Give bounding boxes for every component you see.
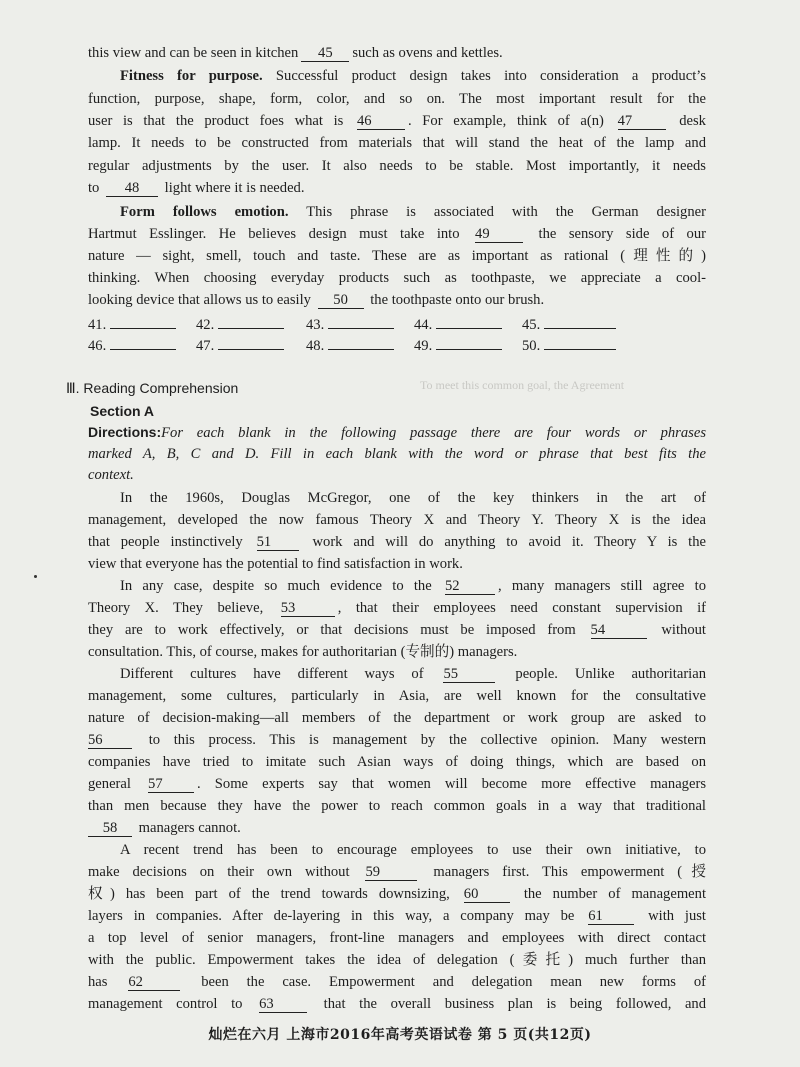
passage2-line: In any case, despite so much evidence to the 52 , many managers still agree to [120, 578, 706, 594]
passage2-line: nature of decision-making—all members of the department or work group are asked to [88, 710, 706, 726]
blank-58[interactable]: 58 [88, 820, 132, 837]
passage2-line: 58 managers cannot. [88, 818, 706, 838]
blank-62[interactable]: 62 [128, 974, 180, 991]
page-footer: 灿烂在六月 上海市2016年高考英语试卷 第 5 页(共12页) [208, 1027, 592, 1043]
answer-45[interactable]: 45. [522, 314, 616, 335]
passage2-line: general 57 . Some experts say that women will become more effective managers [88, 776, 706, 792]
passage1-line: nature — sight, smell, touch and taste. These are as important as rational (理性的) [88, 248, 706, 264]
section-heading: Ⅲ. Reading Comprehension [66, 380, 239, 396]
passage2-line: than men because they have the power to reach common goals in a way that traditional [88, 798, 706, 814]
blank-54[interactable]: 54 [591, 622, 647, 639]
passage2-line: management control to 63 that the overall business plan is being followed, and [88, 996, 706, 1012]
blank-48[interactable]: 48 [106, 180, 158, 197]
passage2-line: Different cultures have different ways of 55 people. Unlike authoritarian [120, 666, 706, 682]
answer-43[interactable]: 43. [306, 314, 394, 335]
blank-49[interactable]: 49 [475, 226, 523, 243]
answer-42[interactable]: 42. [196, 314, 284, 335]
passage2-line: A recent trend has been to encourage employees to use their own initiative, to [120, 842, 706, 858]
passage2-line: 56 to this process. This is management by the collective opinion. Many western [88, 732, 706, 748]
blank-56[interactable]: 56 [88, 732, 132, 749]
blank-63[interactable]: 63 [259, 996, 307, 1013]
passage2-line: with the public. Empowerment takes the idea of delegation (委托) much further than [88, 952, 706, 968]
answer-46[interactable]: 46. [88, 335, 176, 356]
passage1-line: user is that the product foes what is 46 . For example, think of a(n) 47 desk [88, 113, 706, 129]
blank-60[interactable]: 60 [464, 886, 510, 903]
passage2-line: a top level of senior managers, front-line managers and employees with direct contact [88, 930, 706, 946]
blank-46[interactable]: 46 [357, 113, 405, 130]
margin-dot [34, 575, 37, 578]
answer-41[interactable]: 41. [88, 314, 176, 335]
directions-line: context. [88, 467, 134, 483]
blank-55[interactable]: 55 [443, 666, 495, 683]
directions-line: marked A, B, C and D. Fill in each blank with the word or phrase that best fits the [88, 446, 706, 462]
passage1-line: Hartmut Esslinger. He believes design must take into 49 the sensory side of our [88, 226, 706, 242]
passage1-line: looking device that allows us to easily 50 the toothpaste onto our brush. [88, 292, 545, 308]
passage2-line: management, some cultures, particularly in Asia, are well known for the consultative [88, 688, 706, 704]
passage2-line: companies have tried to imitate such Asian ways of doing things, which are based on [88, 754, 706, 770]
passage2-line: consultation. This, of course, makes for authoritarian (专制的) managers. [88, 644, 518, 660]
passage2-line: they are to work effectively, or that decisions must be imposed from 54 without [88, 622, 706, 638]
passage2-line: In the 1960s, Douglas McGregor, one of the key thinkers in the art of [120, 490, 706, 506]
passage1-line: function, purpose, shape, form, color, and so on. The most important result for the [88, 91, 706, 107]
answer-48[interactable]: 48. [306, 335, 394, 356]
blank-53[interactable]: 53 [281, 600, 335, 617]
blank-47[interactable]: 47 [618, 113, 666, 130]
blank-61[interactable]: 61 [588, 908, 634, 925]
blank-45[interactable]: 45 [301, 45, 349, 62]
subheading-form: Form follows emotion. [120, 204, 289, 220]
blank-52[interactable]: 52 [445, 578, 495, 595]
blank-51[interactable]: 51 [257, 534, 299, 551]
directions-label: Directions: [88, 424, 162, 440]
answer-44[interactable]: 44. [414, 314, 502, 335]
passage2-line: Theory X. They believe, 53 , that their employees need constant supervision if [88, 600, 706, 616]
subheading-fitness: Fitness for purpose. [120, 68, 263, 84]
passage1-line: regular adjustments by the user. It also needs to be stable. Most importantly, it needs [88, 158, 706, 174]
answer-47[interactable]: 47. [196, 335, 284, 356]
section-a-title: Section A [90, 403, 155, 419]
passage2-line: layers in companies. After de-layering in this way, a company may be 61 with just [88, 908, 706, 924]
passage1-line: Fitness for purpose. Successful product design takes into consideration a product’s [120, 68, 706, 84]
passage2-line: that people instinctively 51 work and will do anything to avoid it. Theory Y is the [88, 534, 706, 550]
passage2-line: management, developed the now famous Theory X and Theory Y. Theory X is the idea [88, 512, 706, 528]
answer-50[interactable]: 50. [522, 335, 616, 356]
passage1-line: Form follows emotion. This phrase is associated with the German designer [120, 204, 706, 220]
passage1-line: to 48 light where it is needed. [88, 180, 305, 196]
blank-59[interactable]: 59 [365, 864, 417, 881]
passage2-line: has 62 been the case. Empowerment and delegation mean new forms of [88, 974, 706, 990]
passage1-line: lamp. It needs to be constructed from materials that will stand the heat of the lamp and [88, 135, 706, 151]
blank-57[interactable]: 57 [148, 776, 194, 793]
directions-line: Directions:For each blank in the following passage there are four words or phrases [88, 424, 706, 441]
answer-49[interactable]: 49. [414, 335, 502, 356]
passage1-line: thinking. When choosing everyday products such as toothpaste, we appreciate a cool- [88, 270, 706, 286]
bleed-through-text: To meet this common goal, the Agreement [420, 378, 625, 392]
passage2-line: view that everyone has the potential to find satisfaction in work. [88, 556, 463, 572]
passage1-line: this view and can be seen in kitchen 45 such as ovens and kettles. [88, 45, 503, 61]
blank-50[interactable]: 50 [318, 292, 364, 309]
passage2-line: 权) has been part of the trend towards downsizing, 60 the number of management [88, 886, 706, 902]
passage2-line: make decisions on their own without 59 managers first. This empowerment (授 [88, 864, 706, 880]
